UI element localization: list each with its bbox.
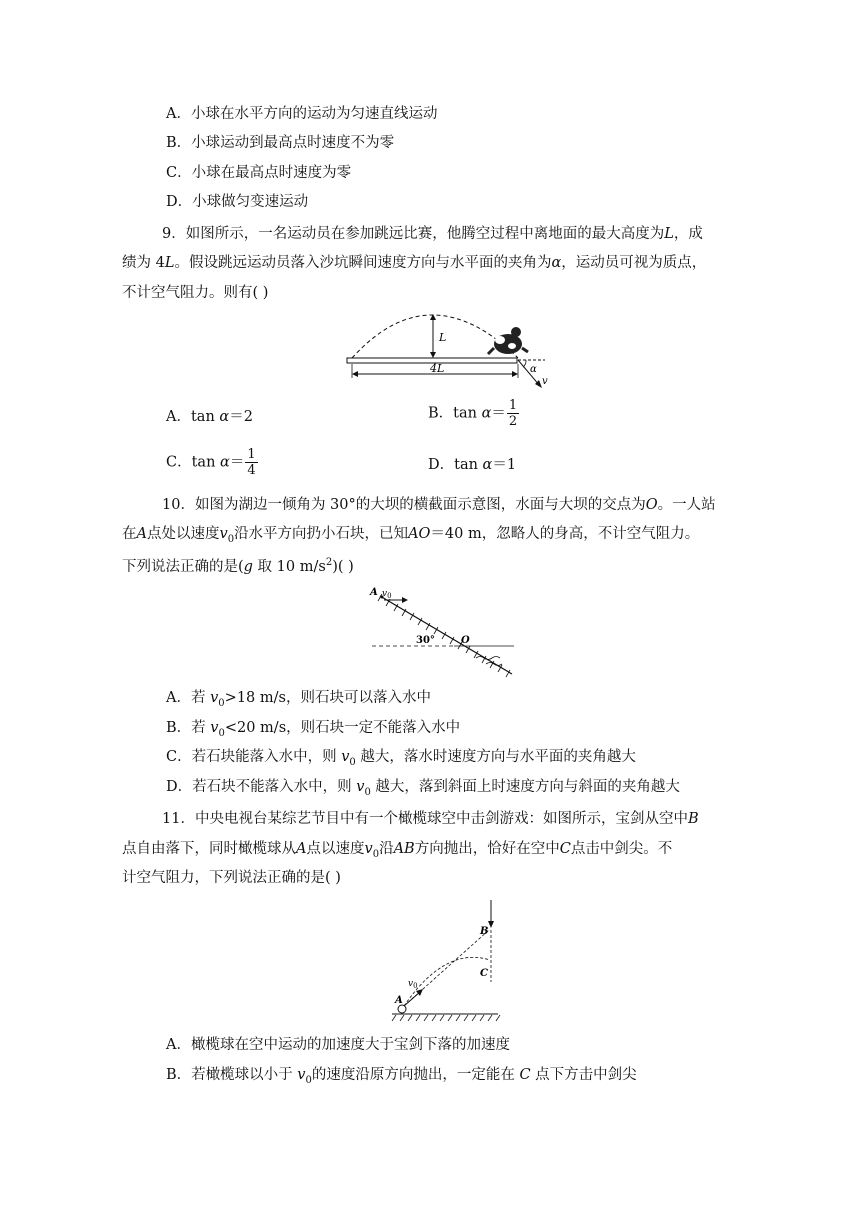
q11-label-v0: $v_0$ xyxy=(408,979,418,990)
q10-label-30-deg: 30° xyxy=(416,635,435,646)
q11-option-a: A．橄榄球在空中运动的加速度大于宝剑下落的加速度 xyxy=(166,1037,510,1053)
q10-stem-line-2: 在A点处以速度$v_0$沿水平方向扔小石块，已知AO＝40 m，忽略人的身高，不计空气阻力。 xyxy=(122,526,700,545)
q9-option-c: C．tan α＝ $\frac{1}{4}$ xyxy=(166,447,256,478)
athlete-figure xyxy=(488,327,528,354)
q11-stem-line-3: 计空气阻力，下列说法正确的是( ) xyxy=(122,870,341,886)
q9-long-jump-figure xyxy=(340,312,560,392)
q9-label-l: L xyxy=(439,331,447,344)
q9-label-alpha: α xyxy=(530,364,537,375)
q11-label-b: B xyxy=(480,926,489,937)
q10-stem-line-3: 下列说法正确的是(g 取 10 $m/s^2$)( ) xyxy=(122,557,354,575)
q10-dam-figure xyxy=(368,582,528,684)
q11-stem-line-1: 11．中央电视台某综艺节目中有一个橄榄球空中击剑游戏：如图所示，宝剑从空中B xyxy=(162,811,699,827)
q9-option-d: D．tan α＝1 xyxy=(428,457,517,473)
q9-option-a: A．tan α＝2 xyxy=(166,409,253,425)
q9-label-4l: 4L xyxy=(430,362,445,375)
q10-label-o: O xyxy=(461,635,470,646)
fraction-1-4: $\frac{1}{4}$ xyxy=(247,447,256,478)
q11-label-a: A xyxy=(395,995,403,1006)
q9-stem-line-2: 绩为 4L。假设跳远运动员落入沙坑瞬间速度方向与水平面的夹角为α，运动员可视为质点， xyxy=(122,255,707,271)
q10-stem-line-1: 10．如图为湖边一倾角为 30°的大坝的横截面示意图，水面与大坝的交点为O。一人站 xyxy=(162,497,716,513)
q8-option-b: B．小球运动到最高点时速度不为零 xyxy=(166,135,395,151)
q10-option-c: C．若石块能落入水中，则 $v_0$ 越大，落水时速度方向与水平面的夹角越大 xyxy=(166,749,636,768)
q11-stem-line-2: 点自由落下，同时橄榄球从A点以速度$v_0$沿AB方向抛出，恰好在空中C点击中剑尖。不 xyxy=(122,841,673,860)
q9-option-b: B．tan α＝ $\frac{1}{2}$ xyxy=(428,398,518,429)
q9-stem-line-1: 9．如图所示，一名运动员在参加跳远比赛，他腾空过程中离地面的最大高度为L，成 xyxy=(162,226,703,242)
q11-sword-figure xyxy=(390,896,530,1024)
q11-label-c: C xyxy=(480,968,488,979)
q8-option-a: A．小球在水平方向的运动为匀速直线运动 xyxy=(166,106,438,122)
q8-option-d: D．小球做匀变速运动 xyxy=(166,194,309,210)
q10-label-a: A xyxy=(370,587,378,598)
q9-stem-line-3: 不计空气阻力。则有( ) xyxy=(122,285,269,301)
q10-label-v0: $v_0$ xyxy=(382,589,392,600)
q8-option-c: C．小球在最高点时速度为零 xyxy=(166,165,352,181)
q11-option-b: B．若橄榄球以小于 $v_0$的速度沿原方向抛出，一定能在 C 点下方击中剑尖 xyxy=(166,1067,637,1086)
ground-hatch xyxy=(392,1015,500,1021)
fraction-1-2: $\frac{1}{2}$ xyxy=(508,398,518,429)
q10-option-b: B．若 $v_0<20$ m/s，则石块一定不能落入水中 xyxy=(166,720,461,739)
q10-option-a: A．若 $v_0>18$ m/s，则石块可以落入水中 xyxy=(166,690,431,709)
q10-option-d: D．若石块不能落入水中，则 $v_0$ 越大，落到斜面上时速度方向与斜面的夹角越大 xyxy=(166,779,680,798)
q9-label-v: v xyxy=(542,376,548,387)
